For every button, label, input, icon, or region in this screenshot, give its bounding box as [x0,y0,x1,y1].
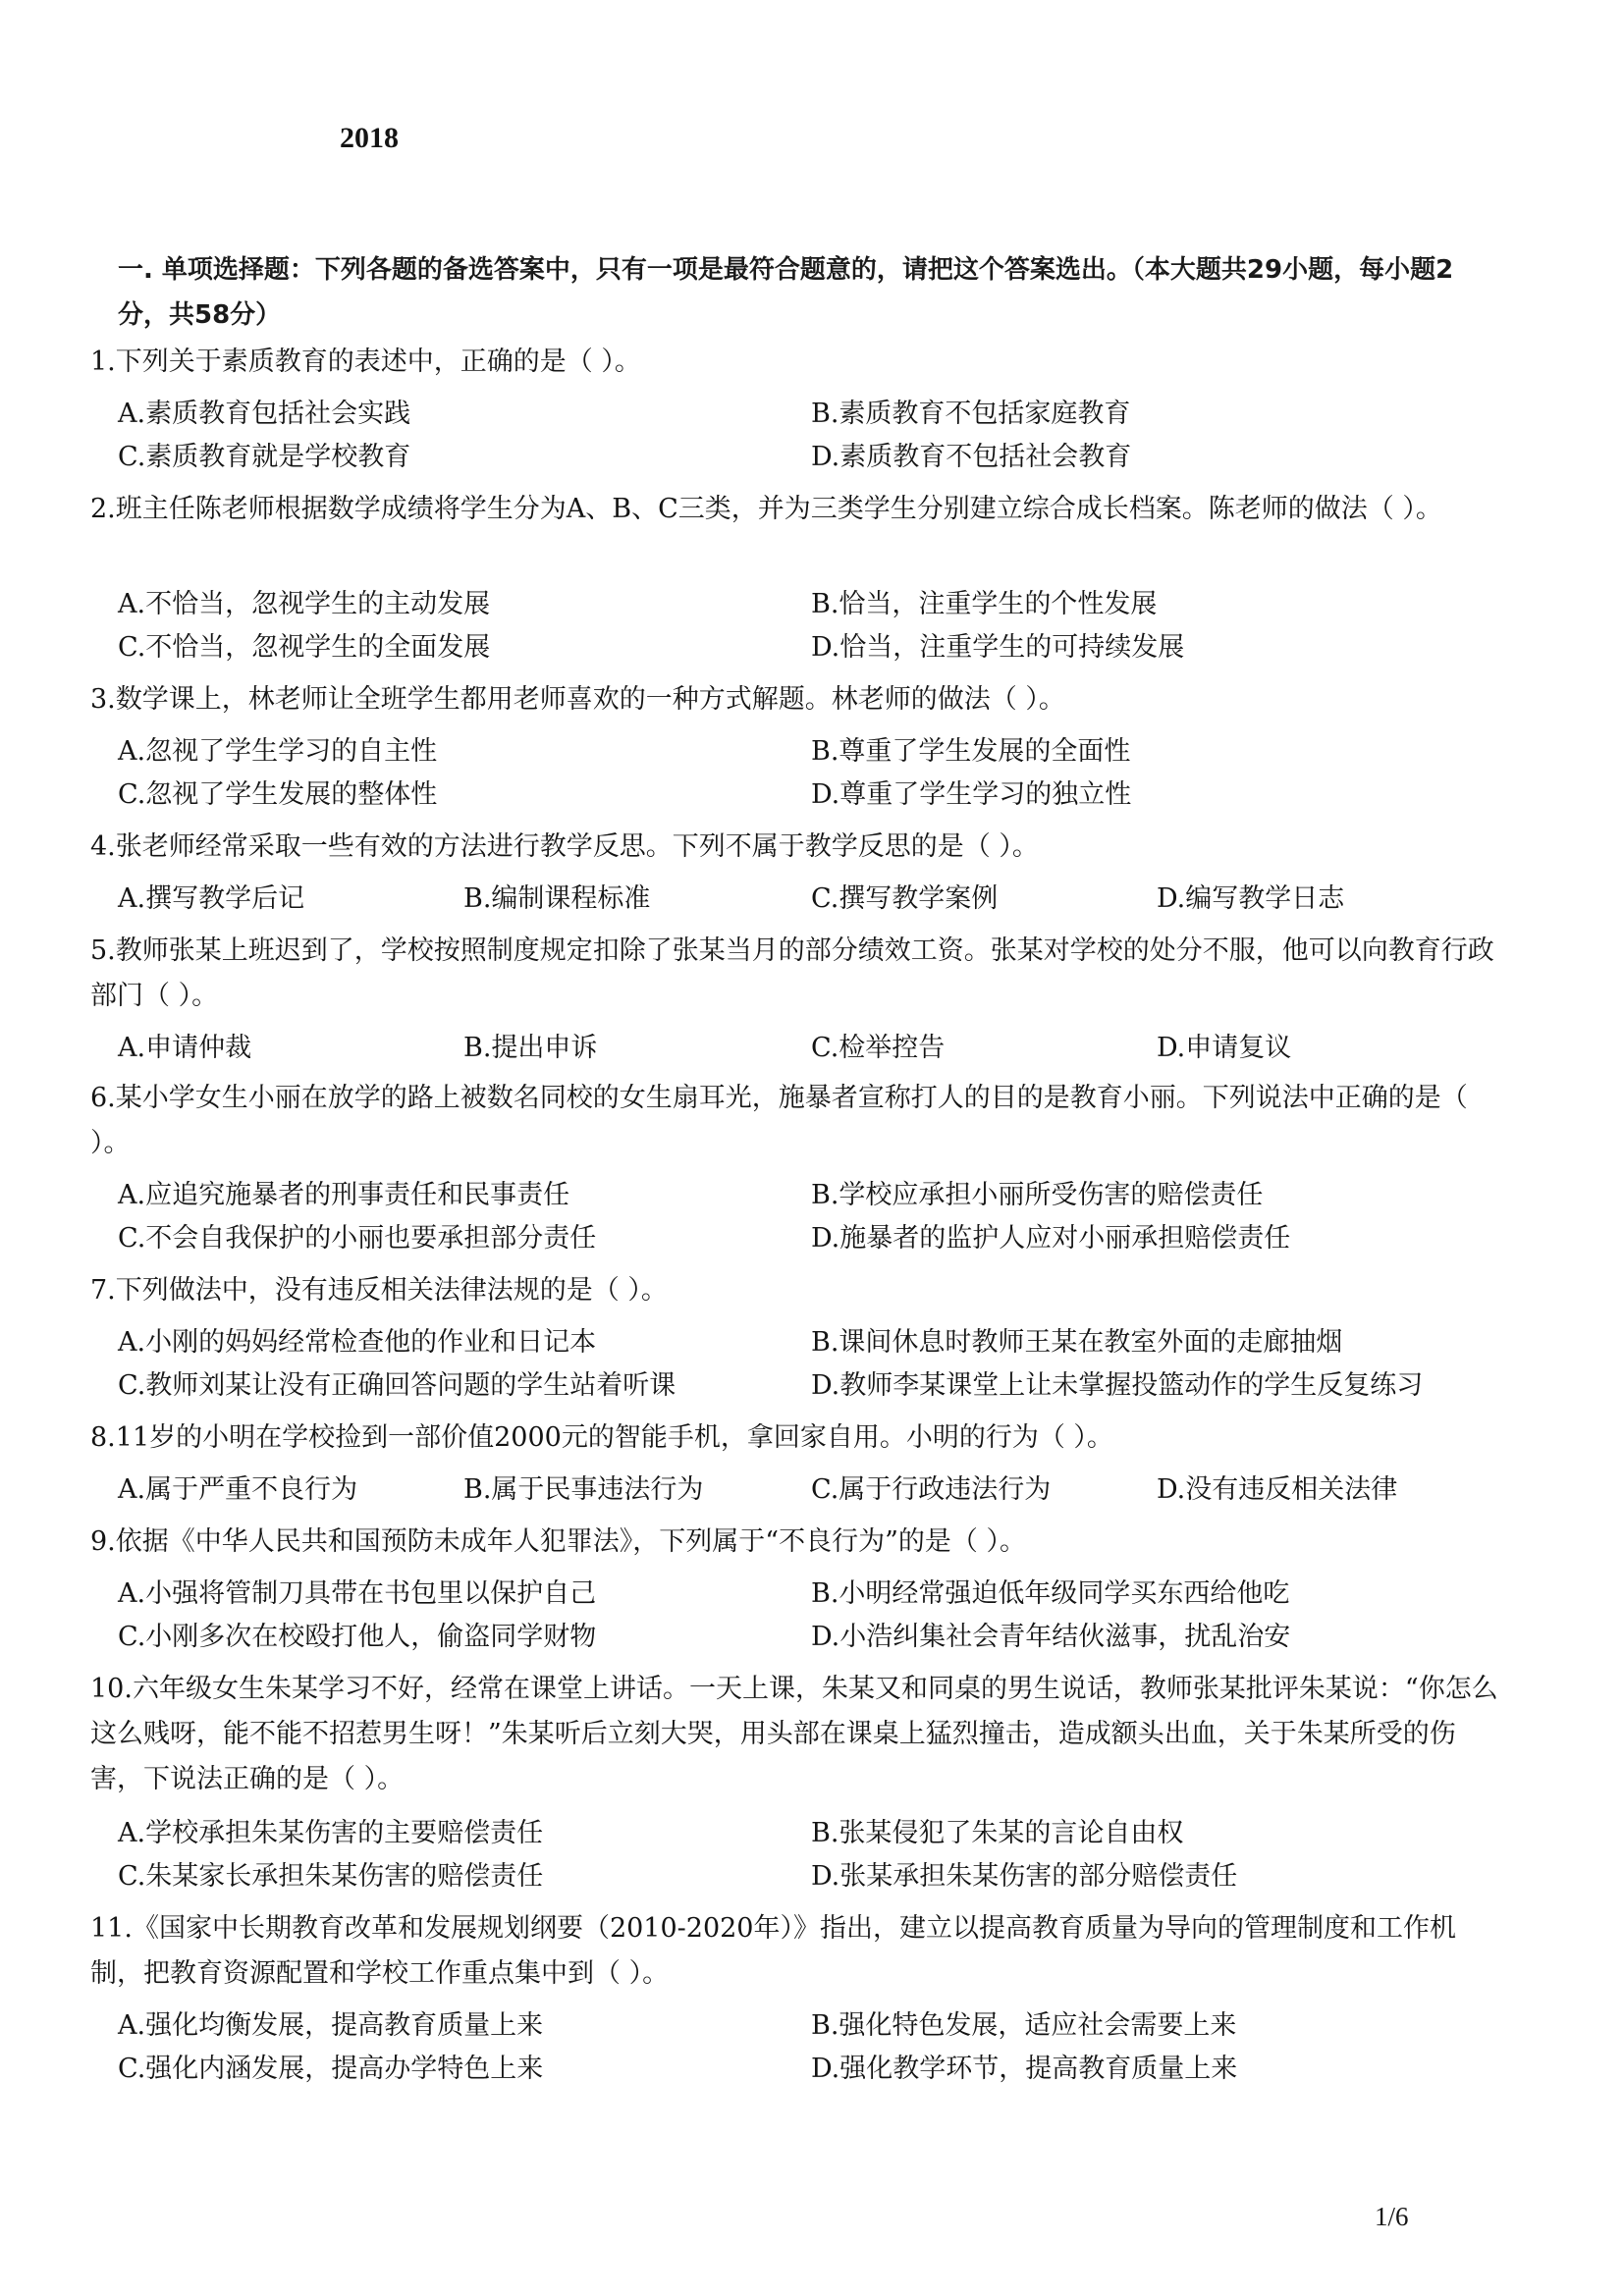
question-11-option-c: C.强化内涵发展，提高办学特色上来 [118,2054,544,2084]
question-7-option-c: C.教师刘某让没有正确回答问题的学生站着听课 [118,1370,676,1401]
question-8-option-c: C.属于行政违法行为 [811,1474,1052,1505]
question-11-option-b: B.强化特色发展，适应社会需要上来 [811,2010,1237,2041]
question-9-option-d: D.小浩纠集社会青年结伙滋事，扰乱治安 [811,1622,1291,1652]
question-7-option-a: A.小刚的妈妈经常检查他的作业和日记本 [118,1327,597,1358]
question-8-option-b: B.属于民事违法行为 [463,1474,704,1505]
question-9-stem: 9.依据《中华人民共和国预防未成年人犯罪法》，下列属于“不良行为”的是（ ）。 [90,1526,1026,1557]
question-5-option-d: D.申请复议 [1157,1033,1292,1063]
question-10-option-b: B.张某侵犯了朱某的言论自由权 [811,1818,1184,1848]
question-6-option-b: B.学校应承担小丽所受伤害的赔偿责任 [811,1180,1264,1210]
exam-year: 2018 [340,122,399,154]
question-6-option-a: A.应追究施暴者的刑事责任和民事责任 [118,1180,570,1210]
question-11-stem: 11.《国家中长期教育改革和发展规划纲要（2010-2020年）》指出，建立以提高教育质量为导向的管理制度和工作机制，把教育资源配置和学校工作重点集中到（ ）。 [90,1913,1456,1989]
question-5-option-a: A.申请仲裁 [118,1033,252,1063]
question-10-stem: 10.六年级女生朱某学习不好，经常在课堂上讲话。一天上课，朱某又和同桌的男生说话，教师张某批评朱某说：“你怎么这么贱呀，能不能不招惹男生呀！”朱某听后立刻大哭，用头部在课桌上猛烈撞击，造成额头出血，关于朱某所受的伤害，下说法正确的是（ ）。 [90,1674,1498,1794]
question-2-stem: 2.班主任陈老师根据数学成绩将学生分为A、B、C三类，并为三类学生分别建立综合成长档案。陈老师的做法（ ）。 [90,494,1442,524]
question-4-stem: 4.张老师经常采取一些有效的方法进行教学反思。下列不属于教学反思的是（ ）。 [90,831,1039,862]
page-number: 1/6 [1375,2202,1409,2231]
question-6-option-c: C.不会自我保护的小丽也要承担部分责任 [118,1223,597,1254]
question-8-option-d: D.没有违反相关法律 [1157,1474,1398,1505]
question-10-option-d: D.张某承担朱某伤害的部分赔偿责任 [811,1861,1238,1892]
section-heading: 一. 单项选择题：下列各题的备选答案中，只有一项是最符合题意的，请把这个答案选出。（本大题共29小题，每小题2分，共58分） [118,255,1454,330]
question-4-option-b: B.编制课程标准 [463,883,651,914]
question-3-option-c: C.忽视了学生发展的整体性 [118,779,438,810]
question-11-option-d: D.强化教学环节，提高教育质量上来 [811,2054,1238,2084]
question-9-option-c: C.小刚多次在校殴打他人，偷盗同学财物 [118,1622,597,1652]
question-2-option-b: B.恰当，注重学生的个性发展 [811,589,1158,619]
question-1-option-a: A.素质教育包括社会实践 [118,399,411,429]
question-1-option-c: C.素质教育就是学校教育 [118,442,411,472]
question-6-stem: 6.某小学女生小丽在放学的路上被数名同校的女生扇耳光，施暴者宣称打人的目的是教育小丽。下列说法中正确的是（ ）。 [90,1083,1468,1158]
question-2-option-a: A.不恰当，忽视学生的主动发展 [118,589,491,619]
question-1-option-d: D.素质教育不包括社会教育 [811,442,1132,472]
question-7-stem: 7.下列做法中，没有违反相关法律法规的是（ ）。 [90,1275,668,1306]
question-1-option-b: B.素质教育不包括家庭教育 [811,399,1131,429]
question-2-option-c: C.不恰当，忽视学生的全面发展 [118,632,491,663]
question-9-option-b: B.小明经常强迫低年级同学买东西给他吃 [811,1578,1290,1609]
question-3-option-d: D.尊重了学生学习的独立性 [811,779,1132,810]
question-5-option-b: B.提出申诉 [463,1033,598,1063]
question-4-option-c: C.撰写教学案例 [811,883,999,914]
question-4-option-a: A.撰写教学后记 [118,883,305,914]
question-9-option-a: A.小强将管制刀具带在书包里以保护自己 [118,1578,597,1609]
question-3-option-a: A.忽视了学生学习的自主性 [118,736,438,767]
question-8-option-a: A.属于严重不良行为 [118,1474,358,1505]
question-10-option-a: A.学校承担朱某伤害的主要赔偿责任 [118,1818,544,1848]
question-3-stem: 3.数学课上，林老师让全班学生都用老师喜欢的一种方式解题。林老师的做法（ ）。 [90,684,1065,715]
question-5-option-c: C.检举控告 [811,1033,946,1063]
question-2-option-d: D.恰当，注重学生的可持续发展 [811,632,1185,663]
question-8-stem: 8.11岁的小明在学校捡到一部价值2000元的智能手机，拿回家自用。小明的行为（ ）。 [90,1422,1113,1453]
question-7-option-d: D.教师李某课堂上让未掌握投篮动作的学生反复练习 [811,1370,1424,1401]
question-11-option-a: A.强化均衡发展，提高教育质量上来 [118,2010,544,2041]
question-6-option-d: D.施暴者的监护人应对小丽承担赔偿责任 [811,1223,1291,1254]
question-3-option-b: B.尊重了学生发展的全面性 [811,736,1131,767]
question-4-option-d: D.编写教学日志 [1157,883,1345,914]
question-10-option-c: C.朱某家长承担朱某伤害的赔偿责任 [118,1861,544,1892]
question-1-stem: 1.下列关于素质教育的表述中，正确的是（ ）。 [90,347,641,377]
question-7-option-b: B.课间休息时教师王某在教室外面的走廊抽烟 [811,1327,1343,1358]
question-5-stem: 5.教师张某上班迟到了，学校按照制度规定扣除了张某当月的部分绩效工资。张某对学校的处分不服，他可以向教育行政部门（ ）。 [90,935,1494,1011]
